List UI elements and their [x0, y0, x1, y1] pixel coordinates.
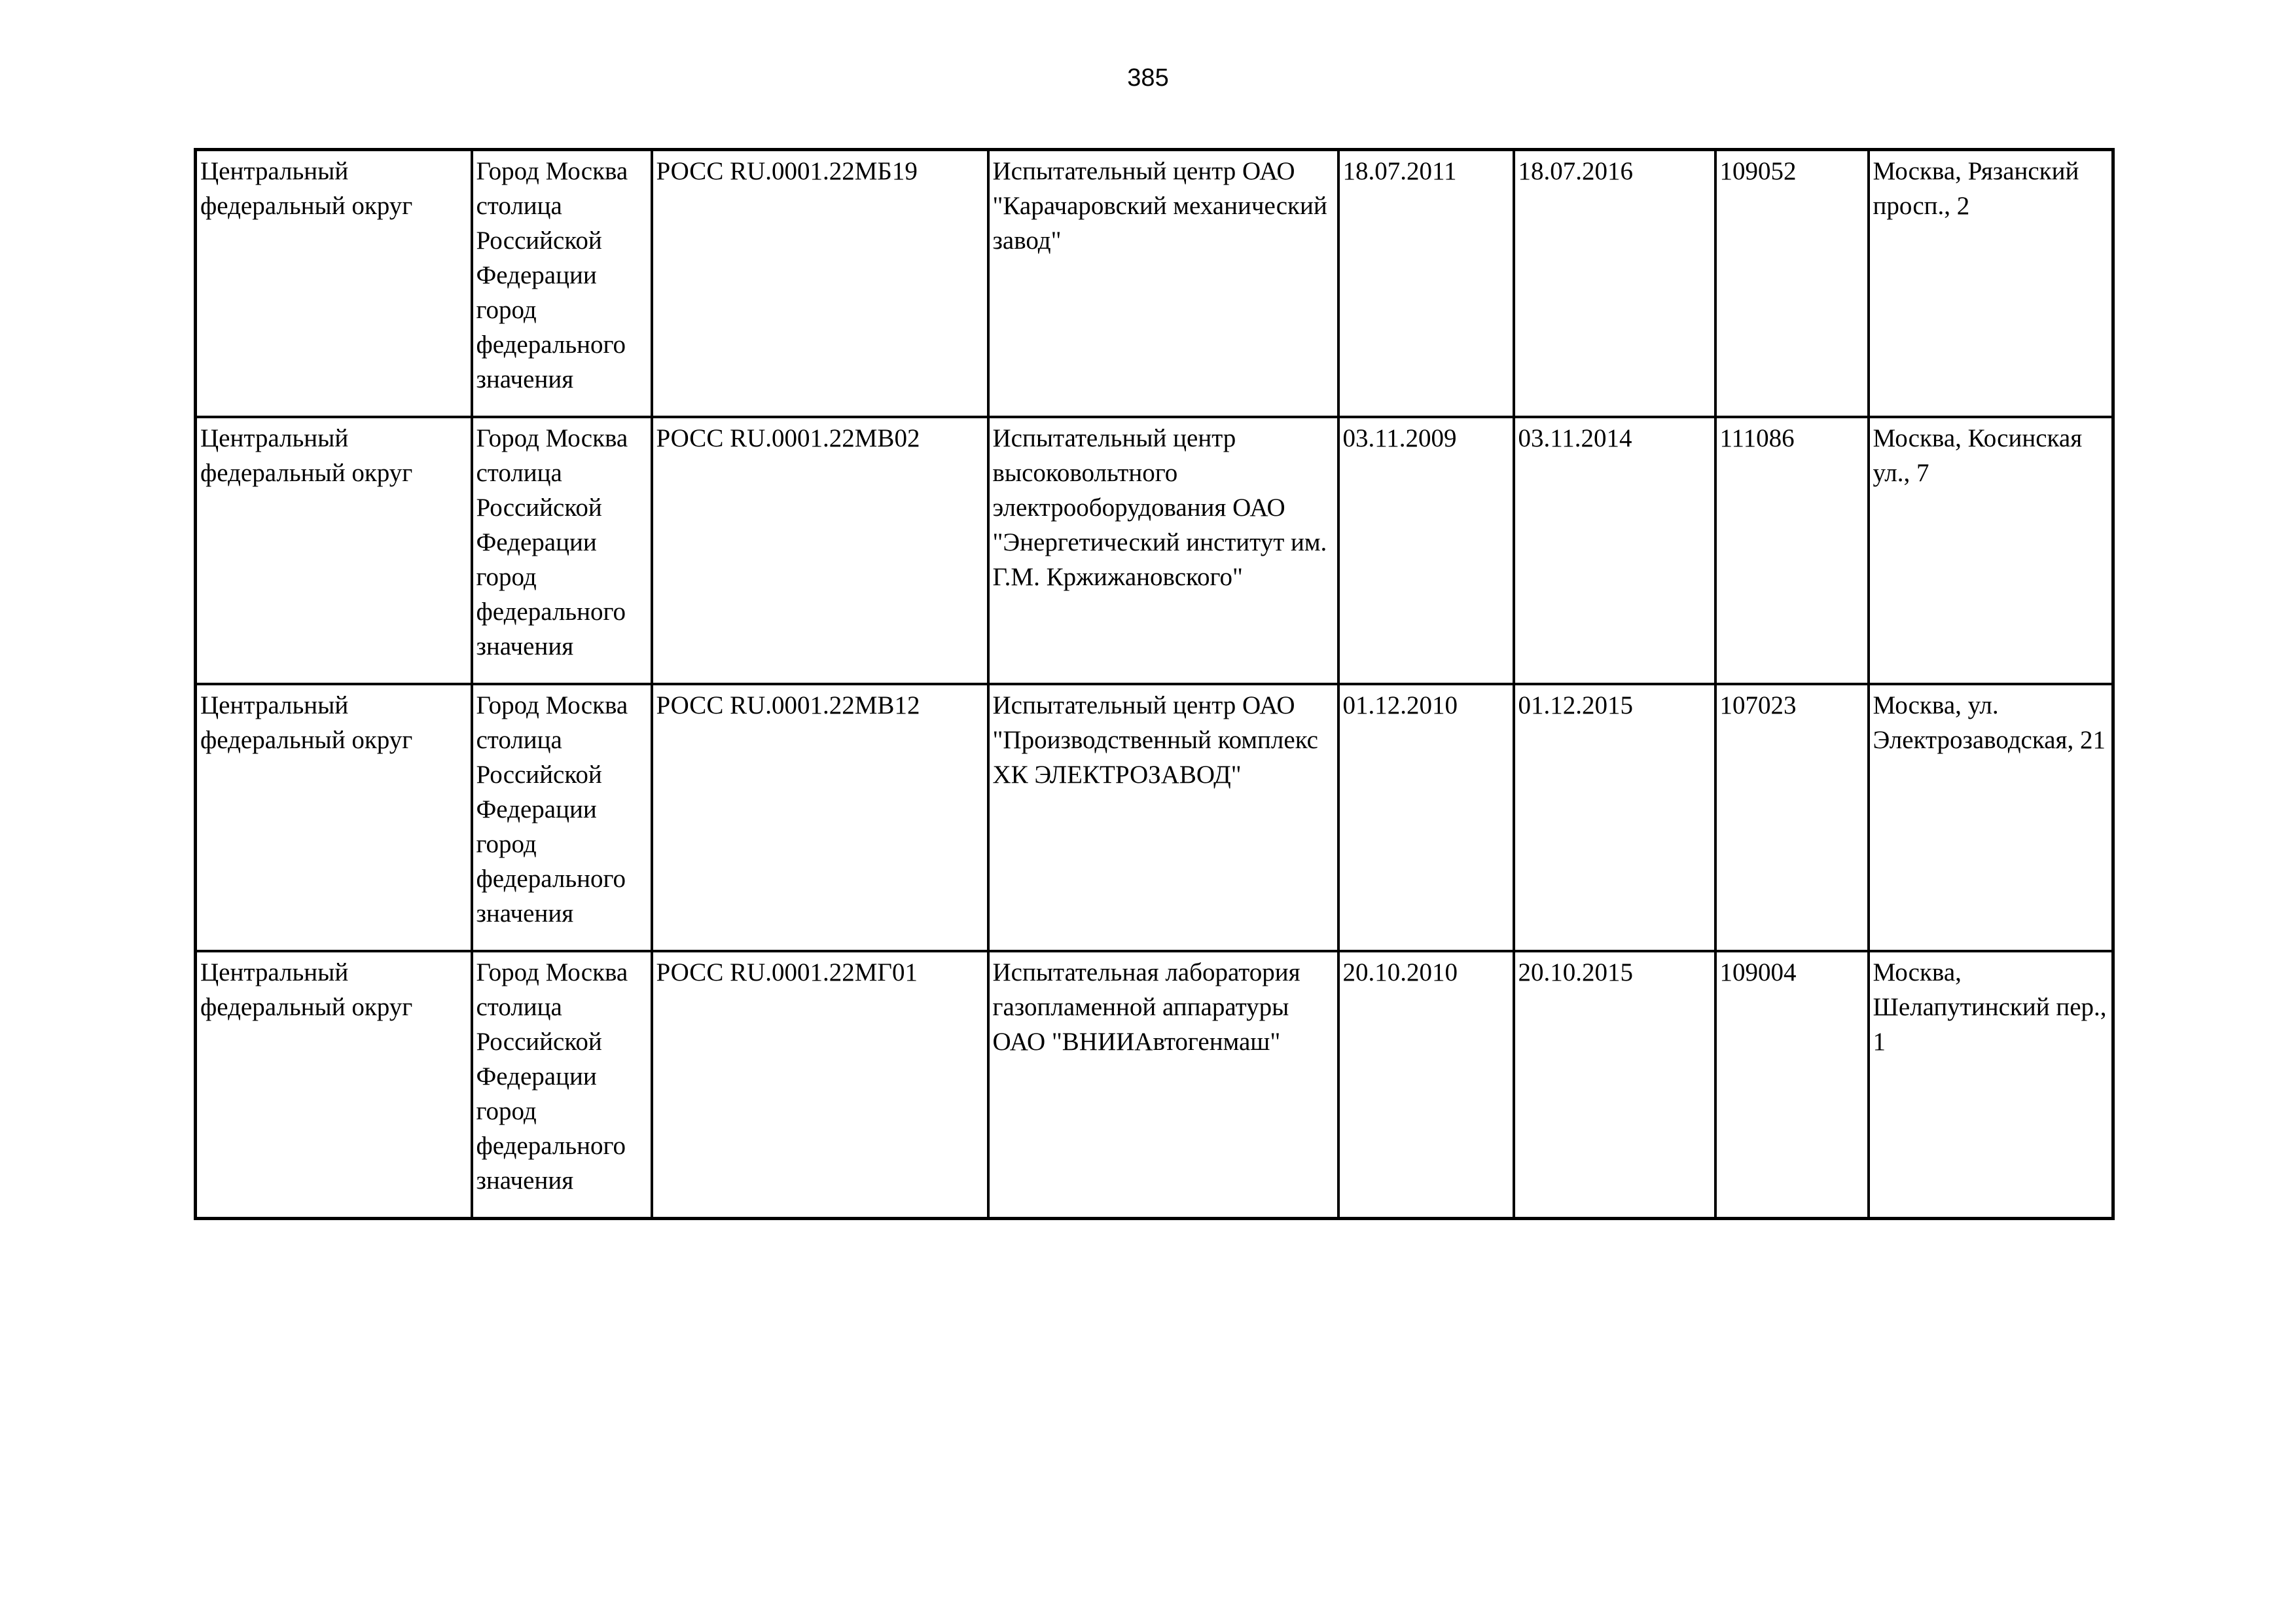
table-row	[196, 951, 2113, 1219]
district-cell: Центральный федеральный округ	[196, 684, 472, 951]
registration-number-cell: РОСС RU.0001.22МГ01	[652, 951, 988, 1219]
table-row	[196, 417, 2113, 684]
date-expires-cell: 01.12.2015	[1514, 684, 1715, 951]
date-issued-cell: 18.07.2011	[1338, 150, 1514, 418]
region-cell: Город Москва столица Российской Федерации город федерального значения	[472, 150, 652, 418]
registration-number-cell: РОСС RU.0001.22МБ19	[652, 150, 988, 418]
postal-code-cell: 111086	[1715, 417, 1869, 684]
district-cell: Центральный федеральный округ	[196, 150, 472, 418]
region-cell: Город Москва столица Российской Федерации город федерального значения	[472, 417, 652, 684]
postal-code-cell: 109052	[1715, 150, 1869, 418]
date-issued-cell: 01.12.2010	[1338, 684, 1514, 951]
district-cell: Центральный федеральный округ	[196, 417, 472, 684]
address-cell: Москва, Косинская ул., 7	[1869, 417, 2113, 684]
organization-cell: Испытательный центр ОАО "Производственный комплекс ХК ЭЛЕКТРОЗАВОД"	[988, 684, 1338, 951]
organization-cell: Испытательный центр ОАО "Карачаровский механический завод"	[988, 150, 1338, 418]
organization-cell: Испытательный центр высоковольтного электрооборудования ОАО "Энергетический институт им. Г.М. Кржижановского"	[988, 417, 1338, 684]
postal-code-cell: 107023	[1715, 684, 1869, 951]
registration-number-cell: РОСС RU.0001.22МВ02	[652, 417, 988, 684]
region-cell: Город Москва столица Российской Федерации город федерального значения	[472, 684, 652, 951]
date-expires-cell: 03.11.2014	[1514, 417, 1715, 684]
region-cell: Город Москва столица Российской Федерации город федерального значения	[472, 951, 652, 1219]
date-issued-cell: 03.11.2009	[1338, 417, 1514, 684]
address-cell: Москва, Рязанский просп., 2	[1869, 150, 2113, 418]
table-row	[196, 684, 2113, 951]
date-expires-cell: 20.10.2015	[1514, 951, 1715, 1219]
table-row	[196, 150, 2113, 418]
registry-table	[194, 148, 2115, 1220]
organization-cell: Испытательная лаборатория газопламенной аппаратуры ОАО "ВНИИАвтогенмаш"	[988, 951, 1338, 1219]
district-cell: Центральный федеральный округ	[196, 951, 472, 1219]
address-cell: Москва, ул. Электрозаводская, 21	[1869, 684, 2113, 951]
page-number: 385	[1127, 64, 1169, 92]
postal-code-cell: 109004	[1715, 951, 1869, 1219]
address-cell: Москва, Шелапутинский пер., 1	[1869, 951, 2113, 1219]
date-expires-cell: 18.07.2016	[1514, 150, 1715, 418]
date-issued-cell: 20.10.2010	[1338, 951, 1514, 1219]
registration-number-cell: РОСС RU.0001.22МВ12	[652, 684, 988, 951]
